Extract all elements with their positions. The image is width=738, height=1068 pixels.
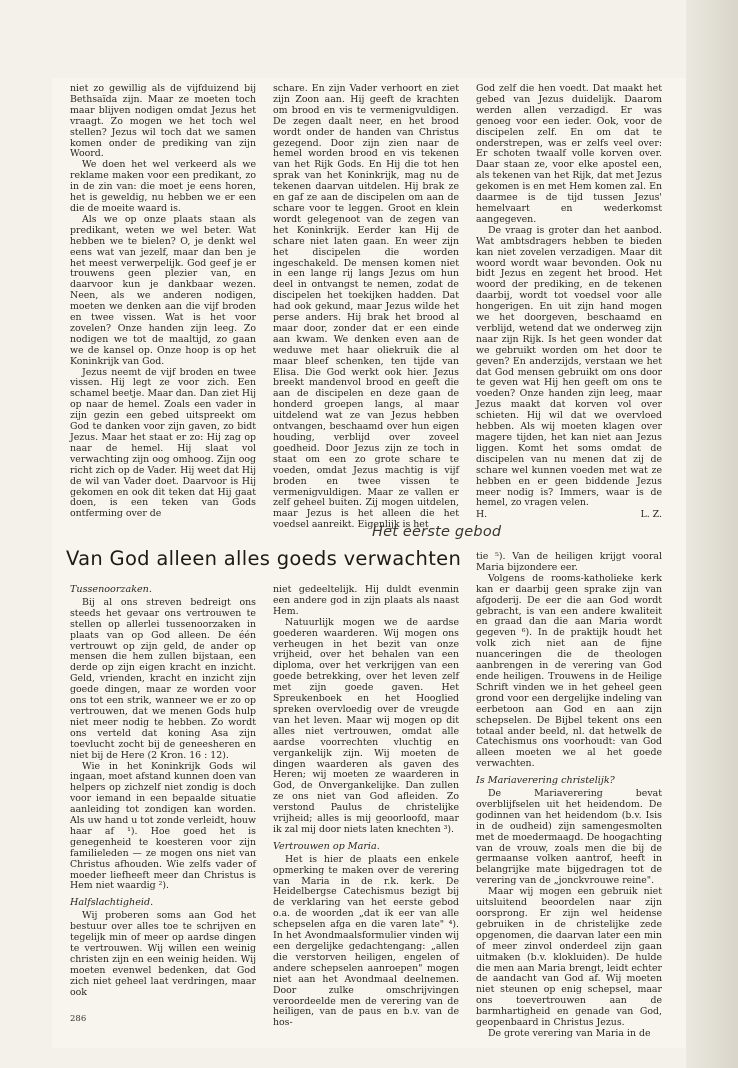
- subheading: Tussenoorzaken.: [70, 584, 152, 595]
- signature-left: H.: [476, 509, 488, 521]
- facing-page-edge: [686, 0, 738, 1068]
- top-column-2: [273, 84, 459, 531]
- subheading: Halfslachtigheid.: [70, 897, 154, 909]
- paragraph: We doen het wel verkeerd als we reklame maken voor een predikant, zo in de zin van: die moet je eens horen, het is geweldig, nu hebben we er een die de moeite waard is.: [70, 159, 256, 214]
- bottom-column-2: [273, 585, 459, 1029]
- paragraph: Bij al ons streven bedreigt ons steeds het gevaar ons vertrouwen te stellen op allerlei tussenoorzaken in plaats van op God alleen. De één vertrouwt op zijn geld, de ander op mensen die hem zullen bijstaan, een derde op zijn eigen kracht en inzicht. Geld, vrienden, kracht en inzicht zijn goede dingen, maar ze worden voor ons tot een strik, wanneer we er zo op vertrouwen, dat we menen Gods hulp niet meer nodig te hebben. Zo wordt ons verteld dat koning Asa zijn toevlucht zocht bij de geneesheren en niet bij de Here (2 Kron. 16 : 12).: [70, 596, 256, 761]
- subheading: Is Mariaverering christelijk?: [476, 775, 615, 787]
- paragraph: De Mariaverering bevat overblijfselen uit het heidendom. De godinnen van het heidendom (b.v. Isis in de oudheid) zijn samengesmolten met de moedermaagd. De hoogachting van de vrouw, zoals men die bij de germaanse volken aantrof, heeft in belangrijke mate bijgedragen tot de verering van de „jonckvrouwe reine".: [476, 788, 662, 887]
- top-column-1: [70, 84, 256, 520]
- article-signature: [476, 510, 662, 521]
- signature-right: L. Z.: [640, 509, 662, 521]
- article-headline: Van God alleen alles goeds verwachten: [66, 547, 462, 570]
- paragraph: Wie in het Koninkrijk Gods wil ingaan, moet afstand kunnen doen van helpers op zichzelf niet zondig is doch voor iemand in een bepaalde situatie aanleiding tot zondigen kan worden. Als uw hand u tot zonde verleidt, houw haar af ¹). Hoe goed het is genegenheid te koesteren voor zijn familieleden — ze mogen ons niet van Christus afhouden. Wie zelfs vader of moeder liefheeft meer dan Christus is Hem niet waardig ²).: [70, 760, 256, 892]
- paragraph: Natuurlijk mogen we de aardse goederen waarderen. Wij mogen ons verheugen in het bezit van onze vrijheid, over het behalen van een diploma, over het verkrijgen van een goede betrekking, over het leven zelf met zijn goede gaven. Het Spreukenboek en het Hooglied spreken overvloedig over de vreugde van het leven. Maar wij mogen op dit alles niet vertrouwen, omdat alle aardse voorrechten vluchtig en vergankelijk zijn. Wij moeten de dingen waarderen als gaven des Heren; wij moeten ze waarderen in God, de Onvergankelijke. Dan zullen ze ons niet van God afleiden. Zo verstond Paulus de christelijke vrijheid; alles is mij geoorloofd, maar ik zal mij door niets laten knechten ³).: [273, 616, 459, 835]
- paragraph: schare. En zijn Vader verhoort en ziet zijn Zoon aan. Hij geeft de krachten om brood en vis te vermenigvuldigen. De zegen daalt neer, en het brood wordt onder de handen van Christus gezegend. Door zijn zien naar de hemel worden brood en vis tekenen van het Rijk Gods. En Hij die tot hen sprak van het Koninkrijk, mag nu de tekenen daarvan uitdelen. Hij brak ze en gaf ze aan de discipelen om aan de schare voor te leggen. Groot en klein wordt gelegenoot van de zegen van het Koninkrijk. Eerder kan Hij de schare niet laten gaan. En weer zijn het discipelen die worden ingeschakeld. De mensen komen niet in een lange rij langs Jezus om hun deel in ontvangst te nemen, zodat de discipelen het toekijken hadden. Dat had ook gekund, maar Jezus wilde het perse anders. Hij brak het brood al maar door, zonder dat er een einde aan kwam. We denken even aan de weduwe met haar oliekruik die al maar bleef schenken, ten tijde van Elisa. Die God werkt ook hier. Jezus breekt mandenvol brood en geeft die aan de discipelen en deze gaan de honderd groepen langs, al maar uitdelend wat ze van Jezus hebben ontvangen, beschaamd over hun eigen houding, verblijd over zoveel goedheid. Door Jezus zijn ze toch in staat om een zo grote schare te voeden, omdat Jezus machtig is vijf broden en twee vissen te vermenigvuldigen. Maar ze vallen er zelf geheel buiten. Zij mogen uitdelen, maar Jezus is het alleen die het voedsel aanreikt. Eigenlijk is het: [273, 83, 459, 531]
- paragraph: Wij proberen soms aan God het bestuur over alles toe te schrijven en tegelijk min of meer op aardse dingen te vertrouwen. Wij willen een weinig christen zijn en een weinig heiden. Wij moeten evenwel bedenken, dat God zich niet geheel laat verdringen, maar ook: [70, 910, 256, 998]
- paragraph: Jezus neemt de vijf broden en twee vissen. Hij legt ze voor zich. Een schamel beetje. Maar dan. Dan ziet Hij op naar de hemel. Zoals een vader in zijn gezin een gebed uitspreekt om God te danken voor zijn gaven, zo bidt Jezus. Maar het staat er zo: Hij zag op naar de hemel. Hij slaat vol verwachting zijn oog omhoog. Zijn oog richt zich op de Vader. Hij weet dat Hij de wil van Vader doet. Daarvoor is Hij gekomen en ook dit teken dat Hij gaat doen, is een teken van Gods ontferming over de: [70, 366, 256, 520]
- paragraph: niet gedeeltelijk. Hij duldt evenmin een andere god in zijn plaats als naast Hem.: [273, 584, 459, 617]
- paragraph: De grote verering van Maria in de: [488, 1027, 651, 1039]
- bottom-column-1: [70, 585, 256, 999]
- bottom-column-3: [476, 552, 662, 1040]
- top-column-3: [476, 84, 662, 521]
- paragraph: God zelf die hen voedt. Dat maakt het gebed van Jezus duidelijk. Daarom werden allen verzadigd. Er was genoeg voor een ieder. Ook, voor de discipelen zelf. En om dat te onderstrepen, was er zelfs veel over: Er schoten twaalf volle korven over. Daar staan ze, voor elke apostel een, als tekenen van het Rijk, dat met Jezus gekomen is en met Hem komen zal. En daarmee is de tijd tussen Jezus' hemelvaart en wederkomst aangegeven.: [476, 83, 662, 225]
- paragraph: Maar wij mogen een gebruik niet uitsluitend beoordelen naar zijn oorsprong. Er zijn wel heidense gebruiken in de christelijke zede opgenomen, die daarvan later een min of meer zinvol onderdeel zijn gaan uitmaken (b.v. klokluiden). De hulde die men aan Maria brengt, leidt echter de aandacht van God af. Wij moeten niet steunen op enig schepsel, maar ons toevertrouwen aan de barmhartigheid en genade van God, geopenbaard in Christus Jezus.: [476, 886, 662, 1029]
- subheading: Vertrouwen op Maria.: [273, 840, 380, 852]
- paragraph: tie ⁵). Van de heiligen krijgt vooral Maria bijzondere eer.: [476, 551, 662, 573]
- paragraph: De vraag is groter dan het aanbod. Wat ambtsdragers hebben te bieden kan niet zovelen verzadigen. Maar dit woord wordt waar bevonden. Ook nu bidt Jezus en zegent het brood. Het woord der prediking, en de tekenen daarbij, wordt tot voedsel voor alle hongerigen. En uit zijn hand mogen we het doorgeven, beschaamd en verblijd, wetend dat we onderweg zijn naar zijn Rijk. Is het geen wonder dat we gebruikt worden om het door te geven? En anderzijds, verstaan we het dat God mensen gebruikt om ons door te geven wat Hij hen geeft om ons te voeden? Onze handen zijn leeg, maar Jezus maakt dat korven vol over schieten. Hij wil dat we overvloed hebben. Als wij moeten klagen over magere tijden, het kan niet aan Jezus liggen. Komt het soms omdat de discipelen van nu menen dat zij de schare wel kunnen voeden met wat ze hebben en er geen biddende Jezus meer nodig is? Immers, waar is de hemel, zo vragen velen.: [476, 224, 662, 509]
- paragraph: Volgens de rooms-katholieke kerk kan er daarbij geen sprake zijn van afgoderij. De eer die aan God wordt gebracht, is van een andere kwaliteit en graad dan die aan Maria wordt gegeven ⁶). In de praktijk houdt het volk zich niet aan de fijne nuanceringen die de theologen aanbrengen in de verering van God ende heiligen. Trouwens in de Heilige Schrift vinden we in het geheel geen grond voor een dergelijke indeling van eerbetoon aan God en aan zijn schepselen. De Bijbel tekent ons een totaal ander beeld, nl. dat hetwelk de Catechismus ons voorhoudt: van God alleen moeten we al het goede verwachten.: [476, 572, 662, 770]
- paragraph: Het is hier de plaats een enkele opmerking te maken over de verering van Maria in de r.k. kerk. De Heidelbergse Catechismus bezigt bij de verklaring van het eerste gebod o.a. de woorden „dat ik eer van alle schepselen afga en die varen late" ⁴). In het Avondmaalsformulier vinden wij een dergelijke gedachtengang: „allen die verstorven heiligen, engelen of andere schepselen aanroepen" mogen niet aan het Avondmaal deelnemen. Door zulke omschrijvingen veroordeelde men de verering van de heiligen, van de paus en b.v. van de hos-: [273, 853, 459, 1029]
- paragraph: niet zo gewillig als de vijfduizend bij Bethsaïda zijn. Maar ze moeten toch maar blijven nodigen omdat Jezus het vraagt. Zo mogen we het toch wel stellen? Jezus wil toch dat we samen komen onder de prediking van zijn Woord.: [70, 83, 256, 160]
- section-label: Het eerste gebod: [372, 524, 502, 540]
- paragraph: Als we op onze plaats staan als predikant, weten we wel beter. Wat hebben we te bielen? O, je denkt wel eens wat van jezelf, maar dan ben je het meest verwerpelijk. God geef je er trouwens geen plezier van, en daarvoor kun je dankbaar wezen. Neen, als we anderen nodigen, moeten we denken aan die vijf broden en twee vissen. Wat is het voor zovelen? Onze handen zijn leeg. Zo nodigen we tot de maaltijd, zo gaan we de kansel op. Onze hoop is op het Koninkrijk van God.: [70, 213, 256, 367]
- page-number: 286: [70, 1014, 87, 1024]
